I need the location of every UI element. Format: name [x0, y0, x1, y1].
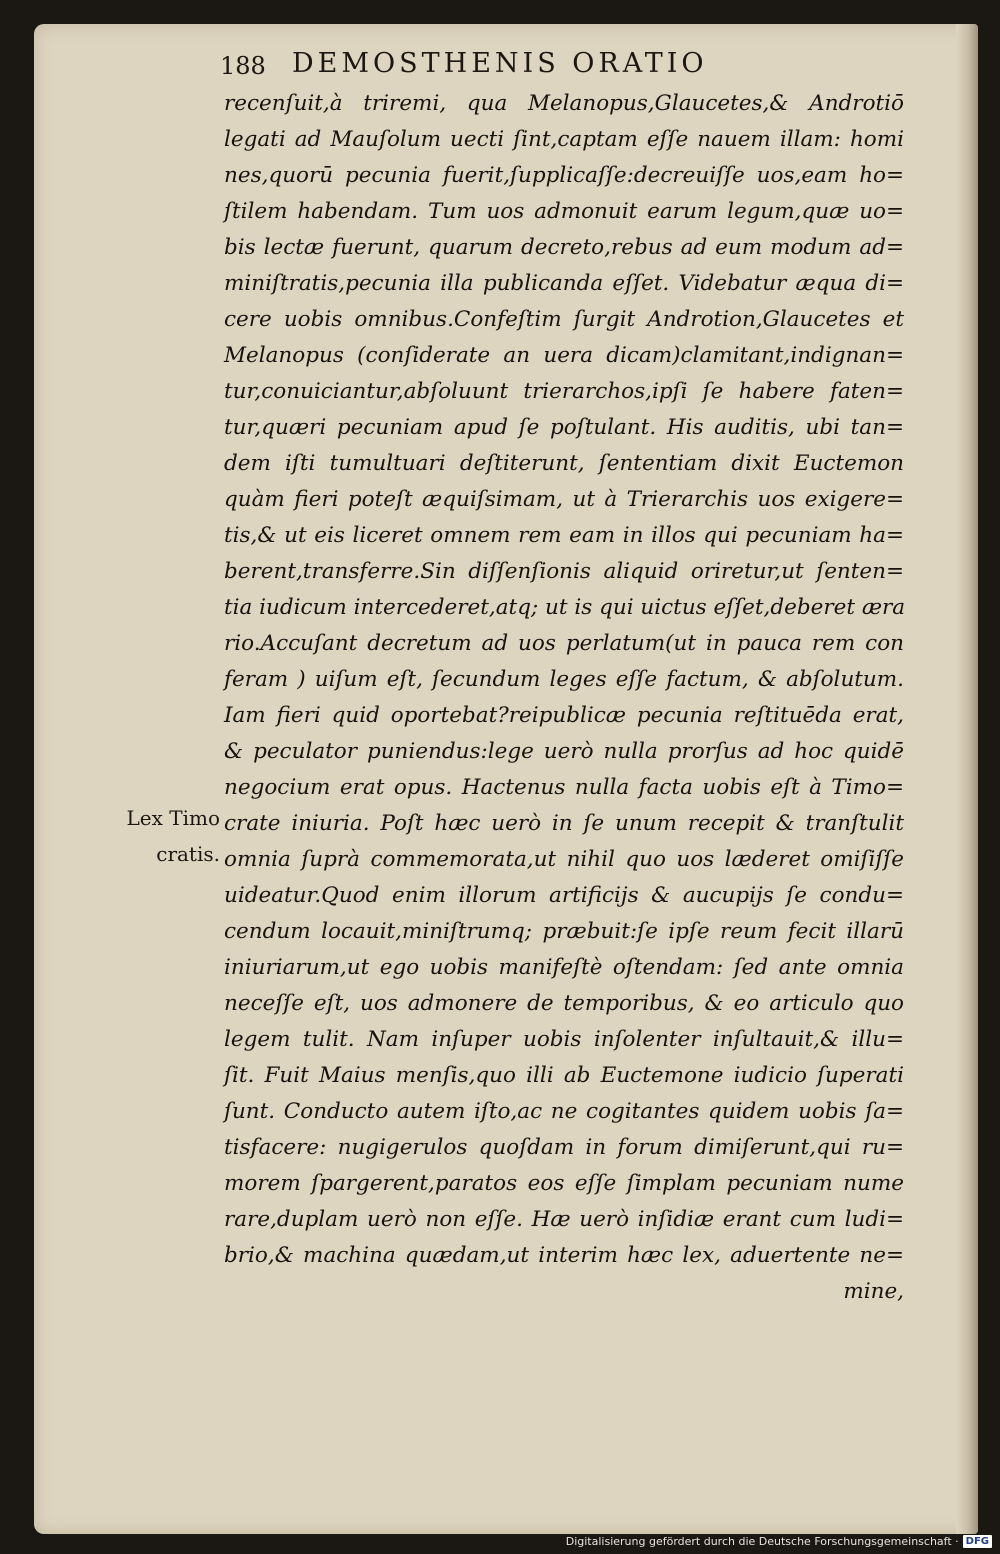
text-line: iniuriarum,ut ego uobis manifeſtè oſtendam: ſed ante omnia: [224, 955, 904, 980]
text-line: recenſuit,à triremi, qua Melanopus,Glaucetes,& Androtiō: [224, 91, 904, 116]
text-line: tur,conuiciantur,abſoluunt trierarchos,ipſi ſe habere faten=: [224, 379, 904, 404]
text-line: nes,quorū pecunia fuerit,ſupplicaſſe:decreuiſſe uos,eam ho=: [224, 163, 904, 188]
text-line: legem tulit. Nam inſuper uobis inſolenter inſultauit,& illu=: [224, 1027, 904, 1052]
text-line: brio,& machina quædam,ut interim hæc lex, aduertente ne=: [224, 1243, 904, 1268]
footer-credit-text: Digitalisierung gefördert durch die Deutsche Forschungsgemeinschaft ·: [565, 1534, 959, 1548]
dfg-logo: DFG: [963, 1535, 992, 1548]
text-line: tia iudicum intercederet,atq; ut is qui uictus eſſet,deberet æra: [224, 595, 906, 620]
text-line: omnia ſuprà commemorata,ut nihil quo uos læderet omiſiſſe: [224, 847, 904, 872]
text-line: cere uobis omnibus.Confeſtim ſurgit Androtion,Glaucetes et: [224, 307, 904, 332]
text-line: uideatur.Quod enim illorum artificijs & aucupijs ſe condu=: [224, 883, 904, 908]
footer-credit: [566, 1533, 992, 1549]
text-line: tisfacere: nugigerulos quoſdam in forum dimiſerunt,qui ru=: [224, 1135, 904, 1160]
marginal-note-line: Lex Timo: [126, 806, 220, 830]
marginal-note-line: cratis.: [156, 842, 220, 866]
text-line: dem iſti tumultuari deſtiterunt, ſententiam dixit Euctemon: [224, 451, 904, 476]
text-line: morem ſpargerent,paratos eos eſſe ſimplam pecuniam nume: [224, 1171, 904, 1196]
body-text: [224, 86, 904, 1310]
text-line: tis,& ut eis liceret omnem rem eam in illos qui pecuniam ha=: [224, 523, 904, 548]
page-header: [220, 48, 820, 82]
text-line: & peculator puniendus:lege uerò nulla prorſus ad hoc quidē: [224, 739, 904, 764]
text-line: mine,: [843, 1279, 904, 1304]
text-line: feram ) uiſum eſt, ſecundum leges eſſe factum, & abſolutum.: [224, 667, 904, 692]
text-line: miniſtratis,pecunia illa publicanda eſſet. Videbatur æqua di=: [224, 271, 904, 296]
text-line: rio.Accuſant decretum ad uos perlatum(ut in pauca rem con: [224, 631, 904, 656]
running-title: DEMOSTHENIS ORATIO: [292, 48, 708, 79]
text-line: negocium erat opus. Hactenus nulla facta uobis eſt à Timo=: [224, 775, 904, 800]
text-line: ſtilem habendam. Tum uos admonuit earum legum,quæ uo=: [224, 199, 904, 224]
text-line: quàm fieri poteſt æquiſsimam, ut à Trierarchis uos exigere=: [224, 487, 904, 512]
text-line: ſunt. Conducto autem iſto,ac ne cogitantes quidem uobis ſa=: [224, 1099, 904, 1124]
text-line: ſit. Fuit Maius menſis,quo illi ab Euctemone iudicio ſuperati: [224, 1063, 904, 1088]
text-line: Iam fieri quid oportebat?reipublicæ pecunia reſtituēda erat,: [224, 703, 904, 728]
text-line: Melanopus (conſiderate an uera dicam)clamitant,indignan=: [224, 343, 904, 368]
page-spine-shadow: [956, 24, 978, 1534]
text-line: rare,duplam uerò non eſſe. Hæ uerò inſidiæ erant cum ludi=: [224, 1207, 904, 1232]
page-number: 188: [220, 52, 266, 80]
marginal-note: [98, 800, 220, 872]
text-line: crate iniuria. Poſt hæc uerò in ſe unum recepit & tranſtulit: [224, 811, 904, 836]
text-line: cendum locauit,miniſtrumq; præbuit:ſe ipſe reum fecit illarū: [224, 919, 904, 944]
text-line: legati ad Mauſolum uecti ſint,captam eſſe nauem illam: homi: [224, 127, 904, 152]
text-line: berent,transferre.Sin diſſenſionis aliquid oriretur,ut ſenten=: [224, 559, 904, 584]
text-line: bis lectæ fuerunt, quarum decreto,rebus ad eum modum ad=: [224, 235, 904, 260]
text-line: tur,quæri pecuniam apud ſe poſtulant. His auditis, ubi tan=: [224, 415, 904, 440]
text-line: neceſſe eſt, uos admonere de temporibus, & eo articulo quo: [224, 991, 904, 1016]
